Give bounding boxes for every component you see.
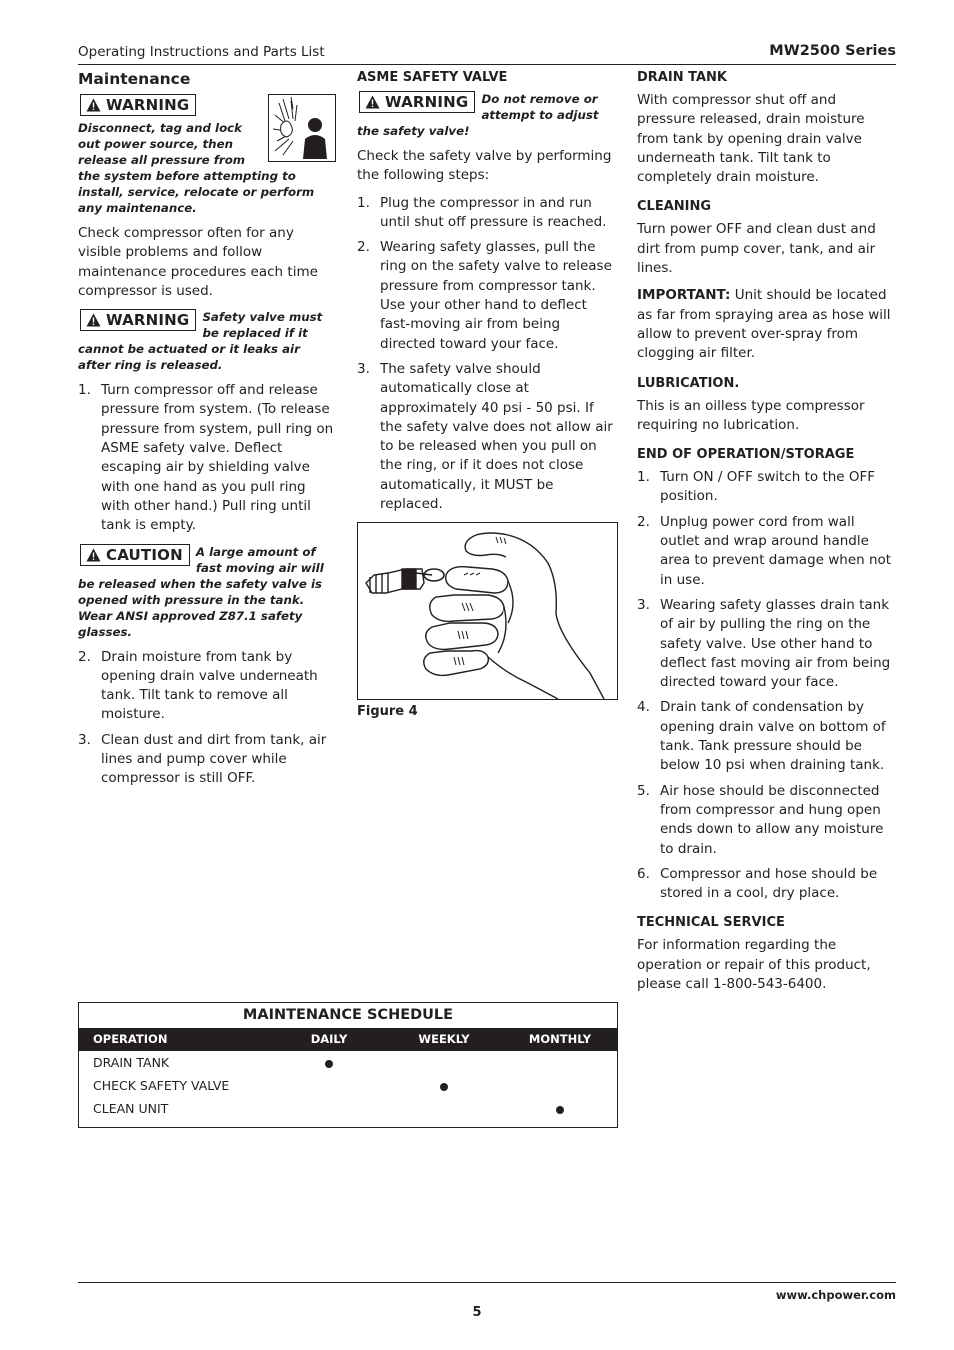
warning-badge	[359, 91, 475, 113]
warning-badge-label: WARNING	[106, 96, 190, 114]
column-header-daily: DAILY	[310, 1032, 348, 1046]
header-series: MW2500 Series	[769, 43, 896, 59]
schedule-cell	[404, 1074, 484, 1097]
list-item: 3. Clean dust and dirt from tank, air lines and pump cover while compressor is still OFF.	[78, 731, 327, 787]
header-doc-title: Operating Instructions and Parts List	[78, 44, 325, 60]
operation-cell: CHECK SAFETY VALVE	[93, 1078, 230, 1093]
list-item: 4. Drain tank of condensation by opening drain valve on bottom of tank. Tank pressure should be below 10 psi when draining tank.	[637, 699, 886, 774]
list-item: 2. Wearing safety glasses, pull the ring on the safety valve to release pressure from compressor tank. Use your other hand to deflect fast-moving air from being directed toward your face.	[357, 239, 612, 352]
warning-lockout	[78, 94, 336, 216]
bullet-icon	[556, 1106, 564, 1114]
important-note	[637, 286, 897, 363]
warning-badge	[80, 94, 196, 116]
caution-text: A large amount of fast moving air will be released when the safety valve is opened with pressure in the tank. Wear ANSI approved Z87.1 safety glasses.	[78, 544, 324, 639]
list-item: 6. Compressor and hose should be stored in a cool, dry place.	[637, 865, 878, 902]
hazard-explosion-icon	[268, 94, 336, 162]
warning-badge	[80, 309, 196, 331]
caution-badge-label: CAUTION	[106, 545, 183, 564]
table-row	[79, 1051, 617, 1074]
list-item: 2. Unplug power cord from wall outlet and wrap around handle area to prevent damage when not in use.	[637, 513, 892, 588]
schedule-cell	[289, 1051, 369, 1074]
warning-text: Disconnect, tag and lock out power source, then release all pressure from the system before attempting to install, service, relocate or perform any maintenance.	[78, 121, 315, 215]
section-title-drain: DRAIN TANK	[637, 70, 727, 85]
figure-caption: Figure 4	[357, 704, 418, 720]
storage-steps	[637, 468, 897, 903]
column-safety-valve	[357, 68, 619, 719]
list-item: 3. The safety valve should automatically close at approximately 40 psi - 50 psi. If the safety valve does not allow air to be released when you pull on the ring, or if it does not close automatically, it MUST be replaced.	[357, 360, 613, 513]
column-header-operation: OPERATION	[93, 1032, 168, 1046]
list-item: 1. Plug the compressor in and run until shut off pressure is reached.	[357, 194, 607, 230]
footer-url: www.chpower.com	[775, 1288, 896, 1302]
warning-do-not-remove	[357, 91, 619, 139]
list-item: 5. Air hose should be disconnected from compressor and hung open ends down to allow any moisture to drain.	[637, 782, 884, 857]
maintenance-steps-2	[78, 648, 336, 789]
technical-service-text: For information regarding the operation or repair of this product, please call 1-800-543-6400.	[637, 937, 871, 992]
schedule-title: MAINTENANCE SCHEDULE	[242, 1007, 454, 1023]
page-number: 5	[472, 1305, 482, 1320]
list-item: 2. Drain moisture from tank by opening drain valve underneath tank. Tilt tank to remove all moisture.	[78, 648, 318, 723]
section-title-lubrication: LUBRICATION.	[637, 375, 740, 391]
section-title-asme: ASME SAFETY VALVE	[357, 70, 508, 85]
drain-text: With compressor shut off and pressure released, drain moisture from tank by opening drain valve underneath tank. Tilt tank to completely drain moisture.	[637, 92, 865, 186]
header-divider	[78, 64, 896, 65]
operation-cell: DRAIN TANK	[93, 1055, 170, 1070]
schedule-cell	[520, 1097, 600, 1120]
warning-triangle-icon	[365, 95, 380, 109]
warning-text: Safety valve must be replaced if it cannot be actuated or it leaks air after ring is released.	[78, 310, 323, 373]
important-text: Unit should be located as far from spraying area as hose will allow to prevent over-spray from clogging air filter.	[637, 287, 891, 362]
caution-fast-air	[78, 544, 336, 640]
maintenance-schedule-table	[78, 1002, 618, 1128]
warning-triangle-icon	[86, 313, 101, 327]
warning-badge-label: WARNING	[106, 311, 190, 330]
bullet-icon	[440, 1083, 448, 1091]
section-title-storage: END OF OPERATION/STORAGE	[637, 447, 855, 463]
bullet-icon	[325, 1060, 333, 1068]
column-header-weekly: WEEKLY	[418, 1032, 470, 1046]
maintenance-steps-1	[78, 381, 336, 535]
list-item: 3. Wearing safety glasses drain tank of air by pulling the ring on the safety valve. Use other hand to deflect fast moving air from being directed toward your face.	[637, 596, 891, 691]
list-item: 1. Turn compressor off and release pressure from system. (To release pressure from system, pull ring on ASME safety valve. Deflect escaping air by shielding valve with one hand as you pull ring with other hand.) Pull ring until tank is empty.	[78, 382, 334, 534]
safety-valve-steps	[357, 194, 619, 515]
table-row	[79, 1097, 617, 1120]
schedule-header-row	[79, 1028, 617, 1051]
warning-text: Do not remove or attempt to adjust the safety valve!	[357, 92, 599, 138]
lubrication-text: This is an oilless type compressor requiring no lubrication.	[637, 397, 865, 433]
caution-badge	[80, 544, 190, 566]
schedule-body	[79, 1051, 617, 1120]
column-header-monthly: MONTHLY	[528, 1032, 592, 1046]
section-title-maintenance: Maintenance	[78, 70, 191, 88]
safety-valve-intro: Check the safety valve by performing the following steps:	[357, 148, 612, 184]
section-title-cleaning: CLEANING	[637, 199, 712, 215]
hand-safety-valve-illustration	[358, 523, 617, 699]
footer-divider	[78, 1282, 896, 1283]
list-item: 1. Turn ON / OFF switch to the OFF position.	[637, 469, 876, 505]
figure-hand-pulling-ring	[357, 522, 618, 700]
warning-badge-label: WARNING	[385, 93, 469, 111]
section-title-technical-service: TECHNICAL SERVICE	[637, 915, 785, 931]
warning-safety-valve-replace	[78, 309, 336, 373]
column-maintenance	[78, 68, 336, 797]
column-drain-storage	[637, 68, 897, 1002]
warning-triangle-icon	[86, 98, 101, 112]
operation-cell: CLEAN UNIT	[93, 1101, 169, 1116]
table-row	[79, 1074, 617, 1097]
maintenance-intro: Check compressor often for any visible problems and follow maintenance procedures each time compressor is used.	[78, 225, 318, 299]
caution-triangle-icon	[86, 548, 101, 562]
important-label: IMPORTANT:	[637, 287, 731, 304]
cleaning-text: Turn power OFF and clean dust and dirt from pump cover, tank, and air lines.	[637, 221, 876, 277]
